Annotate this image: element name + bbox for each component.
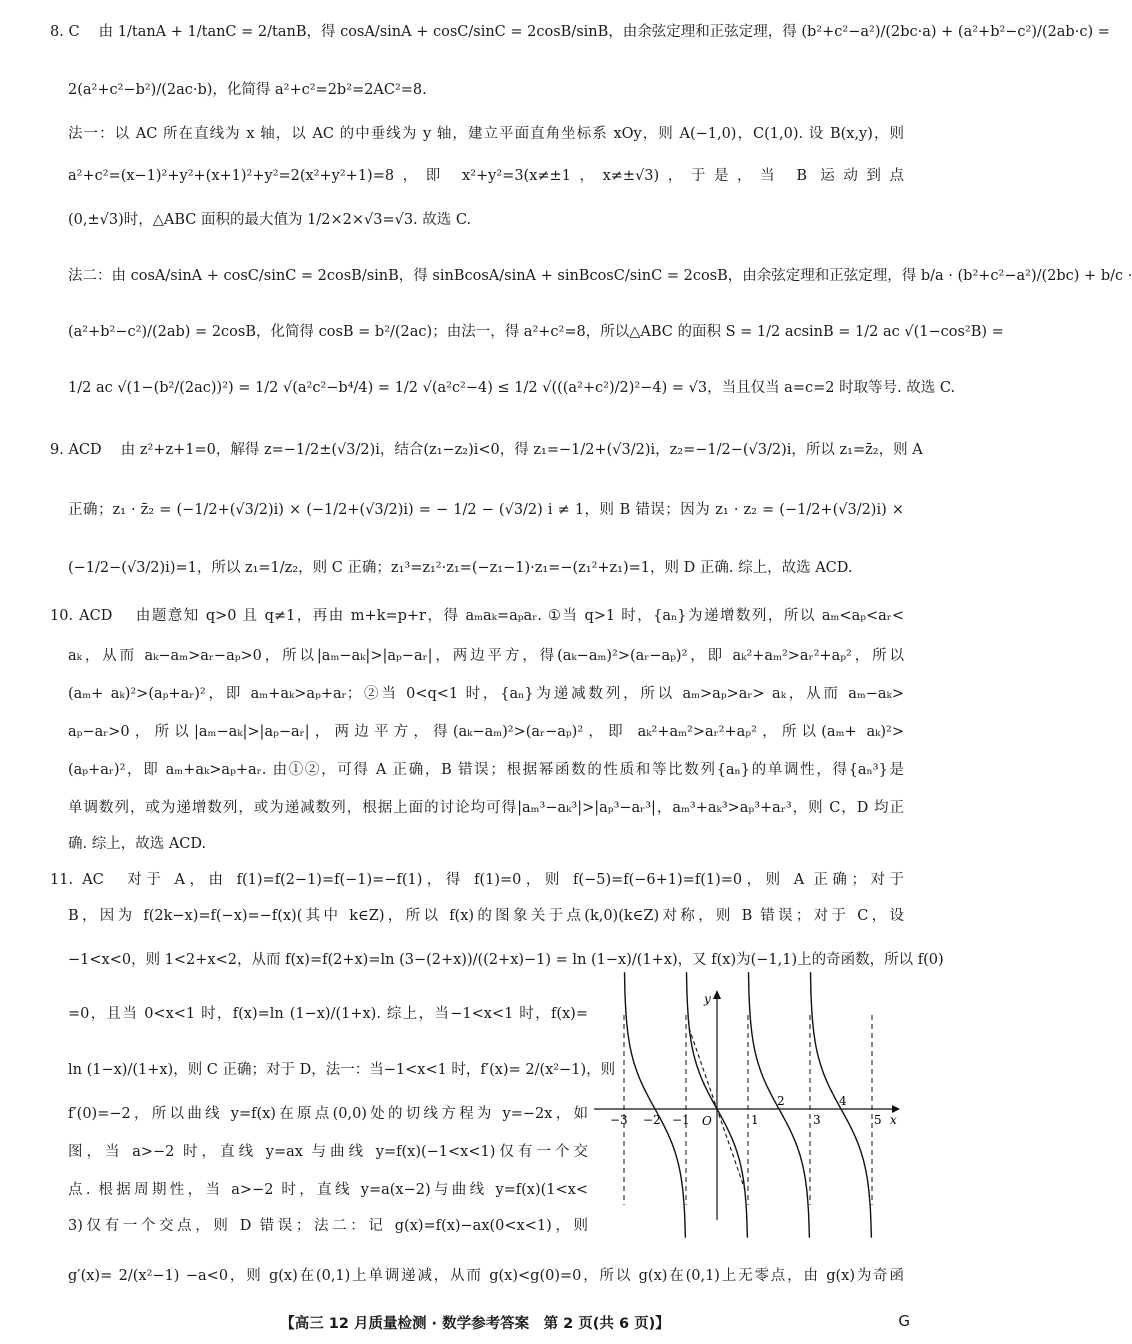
text-line: ln (1−x)/(1+x)，则 C 正确；对于 D，法一：当−1<x<1 时，f′(x)= 2/(x²−1)，则	[68, 1062, 616, 1078]
text-line: (a²+b²−c²)/(2ab) = 2cosB，化简得 cosB = b²/(2ac)；由法一，得 a²+c²=8，所以△ABC 的面积 S = 1/2 acsinB = 1/2 ac √(1−cos²B) =	[68, 324, 1004, 340]
text-line: 10. ACD 由题意知 q>0 且 q≠1，再由 m+k=p+r，得 aₘaₖ=aₚaᵣ. ①当 q>1 时，{aₙ}为递增数列，所以 aₘ<aₚ<aᵣ<	[50, 608, 904, 624]
text-line: B，因为 f(2k−x)=f(−x)=−f(x)(其中 k∈Z)，所以 f(x)的图象关于点(k,0)(k∈Z)对称，则 B 错误；对于 C，设	[68, 908, 904, 924]
text-line: (−1/2−(√3/2)i)=1，所以 z₁=1/z₂，则 C 正确；z₁³=z₁²·z₁=(−z₁−1)·z₁=−(z₁²+z₁)=1，则 D 正确. 综上，故选 ACD.	[68, 560, 853, 576]
text-line: g′(x)= 2/(x²−1) −a<0，则 g(x)在(0,1)上单调递减，从而 g(x)<g(0)=0，所以 g(x)在(0,1)上无零点，由 g(x)为奇函	[68, 1268, 904, 1284]
text-line: 9. ACD 由 z²+z+1=0，解得 z=−1/2±(√3/2)i，结合(z₁−z₂)i<0，得 z₁=−1/2+(√3/2)i，z₂=−1/2−(√3/2)i，所以 z₁=z̄₂，则 A	[50, 442, 923, 458]
text-line: 点. 根据周期性，当 a>−2 时，直线 y=a(x−2)与曲线 y=f(x)(1<x<	[68, 1182, 588, 1198]
text-line: 1/2 ac √(1−(b²/(2ac))²) = 1/2 √(a²c²−b⁴/4) = 1/2 √(a²c²−4) ≤ 1/2 √(((a²+c²)/2)²−4) = √3，当且仅当 a=c=2 时取等号. 故选 C.	[68, 380, 956, 396]
x-tick-label: 3	[813, 1113, 821, 1127]
text-line: 法二：由 cosA/sinA + cosC/sinC = 2cosB/sinB，得 sinBcosA/sinA + sinBcosC/sinC = 2cosB，由余弦定理和正弦定理，得 b/a · (b²+c²−a²)/(2bc) + b/c ·	[68, 268, 1132, 284]
origin-label: O	[702, 1114, 712, 1128]
y-axis-label: y	[704, 992, 711, 1006]
function-graph	[594, 990, 904, 1222]
x-tick-label: −3	[610, 1113, 628, 1127]
curve-branch	[625, 972, 686, 1237]
x-axis-arrow	[892, 1105, 900, 1113]
text-line: (0,±√3)时，△ABC 面积的最大值为 1/2×2×√3=√3. 故选 C.	[68, 212, 472, 228]
version-letter: G	[898, 1312, 910, 1330]
x-axis-label: x	[890, 1113, 897, 1127]
x-tick-label: −1	[672, 1113, 690, 1127]
x-tick-label: 4	[839, 1094, 847, 1108]
y-axis-arrow	[713, 990, 721, 999]
x-tick-label: 2	[777, 1094, 785, 1108]
text-line: 正确；z₁ · z̄₂ = (−1/2+(√3/2)i) × (−1/2+(√3/2)i) = − 1/2 − (√3/2) i ≠ 1，则 B 错误；因为 z₁ · z₂ = (−1/2+(√3/2)i) ×	[68, 502, 904, 518]
text-line: 确. 综上，故选 ACD.	[68, 836, 207, 852]
text-line: 11. AC 对于 A，由 f(1)=f(2−1)=f(−1)=−f(1)，得 f(1)=0，则 f(−5)=f(−6+1)=f(1)=0，则 A 正确；对于	[50, 872, 904, 888]
page-footer: 【高三 12 月质量检测 · 数学参考答案 第 2 页(共 6 页)】	[280, 1316, 670, 1332]
text-line: f′(0)=−2，所以曲线 y=f(x)在原点(0,0)处的切线方程为 y=−2x，如	[68, 1106, 588, 1122]
text-line: (aₘ+ aₖ)²>(aₚ+aᵣ)²，即 aₘ+aₖ>aₚ+aᵣ；②当 0<q<1 时，{aₙ}为递减数列，所以 aₘ>aₚ>aᵣ> aₖ，从而 aₘ−aₖ>	[68, 686, 904, 702]
text-line: 法一：以 AC 所在直线为 x 轴，以 AC 的中垂线为 y 轴，建立平面直角坐标系 xOy，则 A(−1,0)，C(1,0). 设 B(x,y)，则	[68, 126, 904, 142]
text-line: aₖ，从而 aₖ−aₘ>aᵣ−aₚ>0，所以|aₘ−aₖ|>|aₚ−aᵣ|，两边平方，得(aₖ−aₘ)²>(aᵣ−aₚ)²，即 aₖ²+aₘ²>aᵣ²+aₚ²，所以	[68, 648, 904, 664]
text-line: 8. C 由 1/tanA + 1/tanC = 2/tanB，得 cosA/sinA + cosC/sinC = 2cosB/sinB，由余弦定理和正弦定理，得 (b²+c²−a²)/(2bc·a) + (a²+b²−c²)/(2ab·c) =	[50, 24, 1110, 40]
text-line: 2(a²+c²−b²)/(2ac·b)，化简得 a²+c²=2b²=2AC²=8.	[68, 82, 427, 98]
asymptotes	[624, 1015, 872, 1205]
text-line: aₚ−aᵣ>0，所以|aₘ−aₖ|>|aₚ−aᵣ|，两边平方，得(aₖ−aₘ)²>(aᵣ−aₚ)²，即 aₖ²+aₘ²>aᵣ²+aₚ²，所以(aₘ+ aₖ)²>	[68, 724, 904, 740]
text-line: 图，当 a>−2 时，直线 y=ax 与曲线 y=f(x)(−1<x<1)仅有一个交	[68, 1144, 588, 1160]
x-tick-label: 1	[751, 1113, 759, 1127]
text-line: a²+c²=(x−1)²+y²+(x+1)²+y²=2(x²+y²+1)=8，即 x²+y²=3(x≠±1，x≠±√3)，于是，当 B 运动到点	[68, 168, 904, 184]
text-line: (aₚ+aᵣ)²，即 aₘ+aₖ>aₚ+aᵣ. 由①②，可得 A 正确，B 错误；根据幂函数的性质和等比数列{aₙ}的单调性，得{aₙ³}是	[68, 762, 904, 778]
x-tick-label: −2	[643, 1113, 661, 1127]
text-line: −1<x<0，则 1<2+x<2，从而 f(x)=f(2+x)=ln (3−(2+x))/((2+x)−1) = ln (1−x)/(1+x)，又 f(x)为(−1,1)上的奇函数，所以 f(0)	[68, 952, 944, 968]
text-line: =0，且当 0<x<1 时，f(x)=ln (1−x)/(1+x). 综上，当−1<x<1 时，f(x)=	[68, 1006, 588, 1022]
text-line: 3)仅有一个交点，则 D 错误；法二：记 g(x)=f(x)−ax(0<x<1)，则	[68, 1218, 588, 1234]
text-line: 单调数列，或为递增数列，或为递减数列，根据上面的讨论均可得|aₘ³−aₖ³|>|aₚ³−aᵣ³|，aₘ³+aₖ³>aₚ³+aᵣ³，则 C，D 均正	[68, 800, 904, 816]
x-tick-label: 5	[874, 1113, 882, 1127]
